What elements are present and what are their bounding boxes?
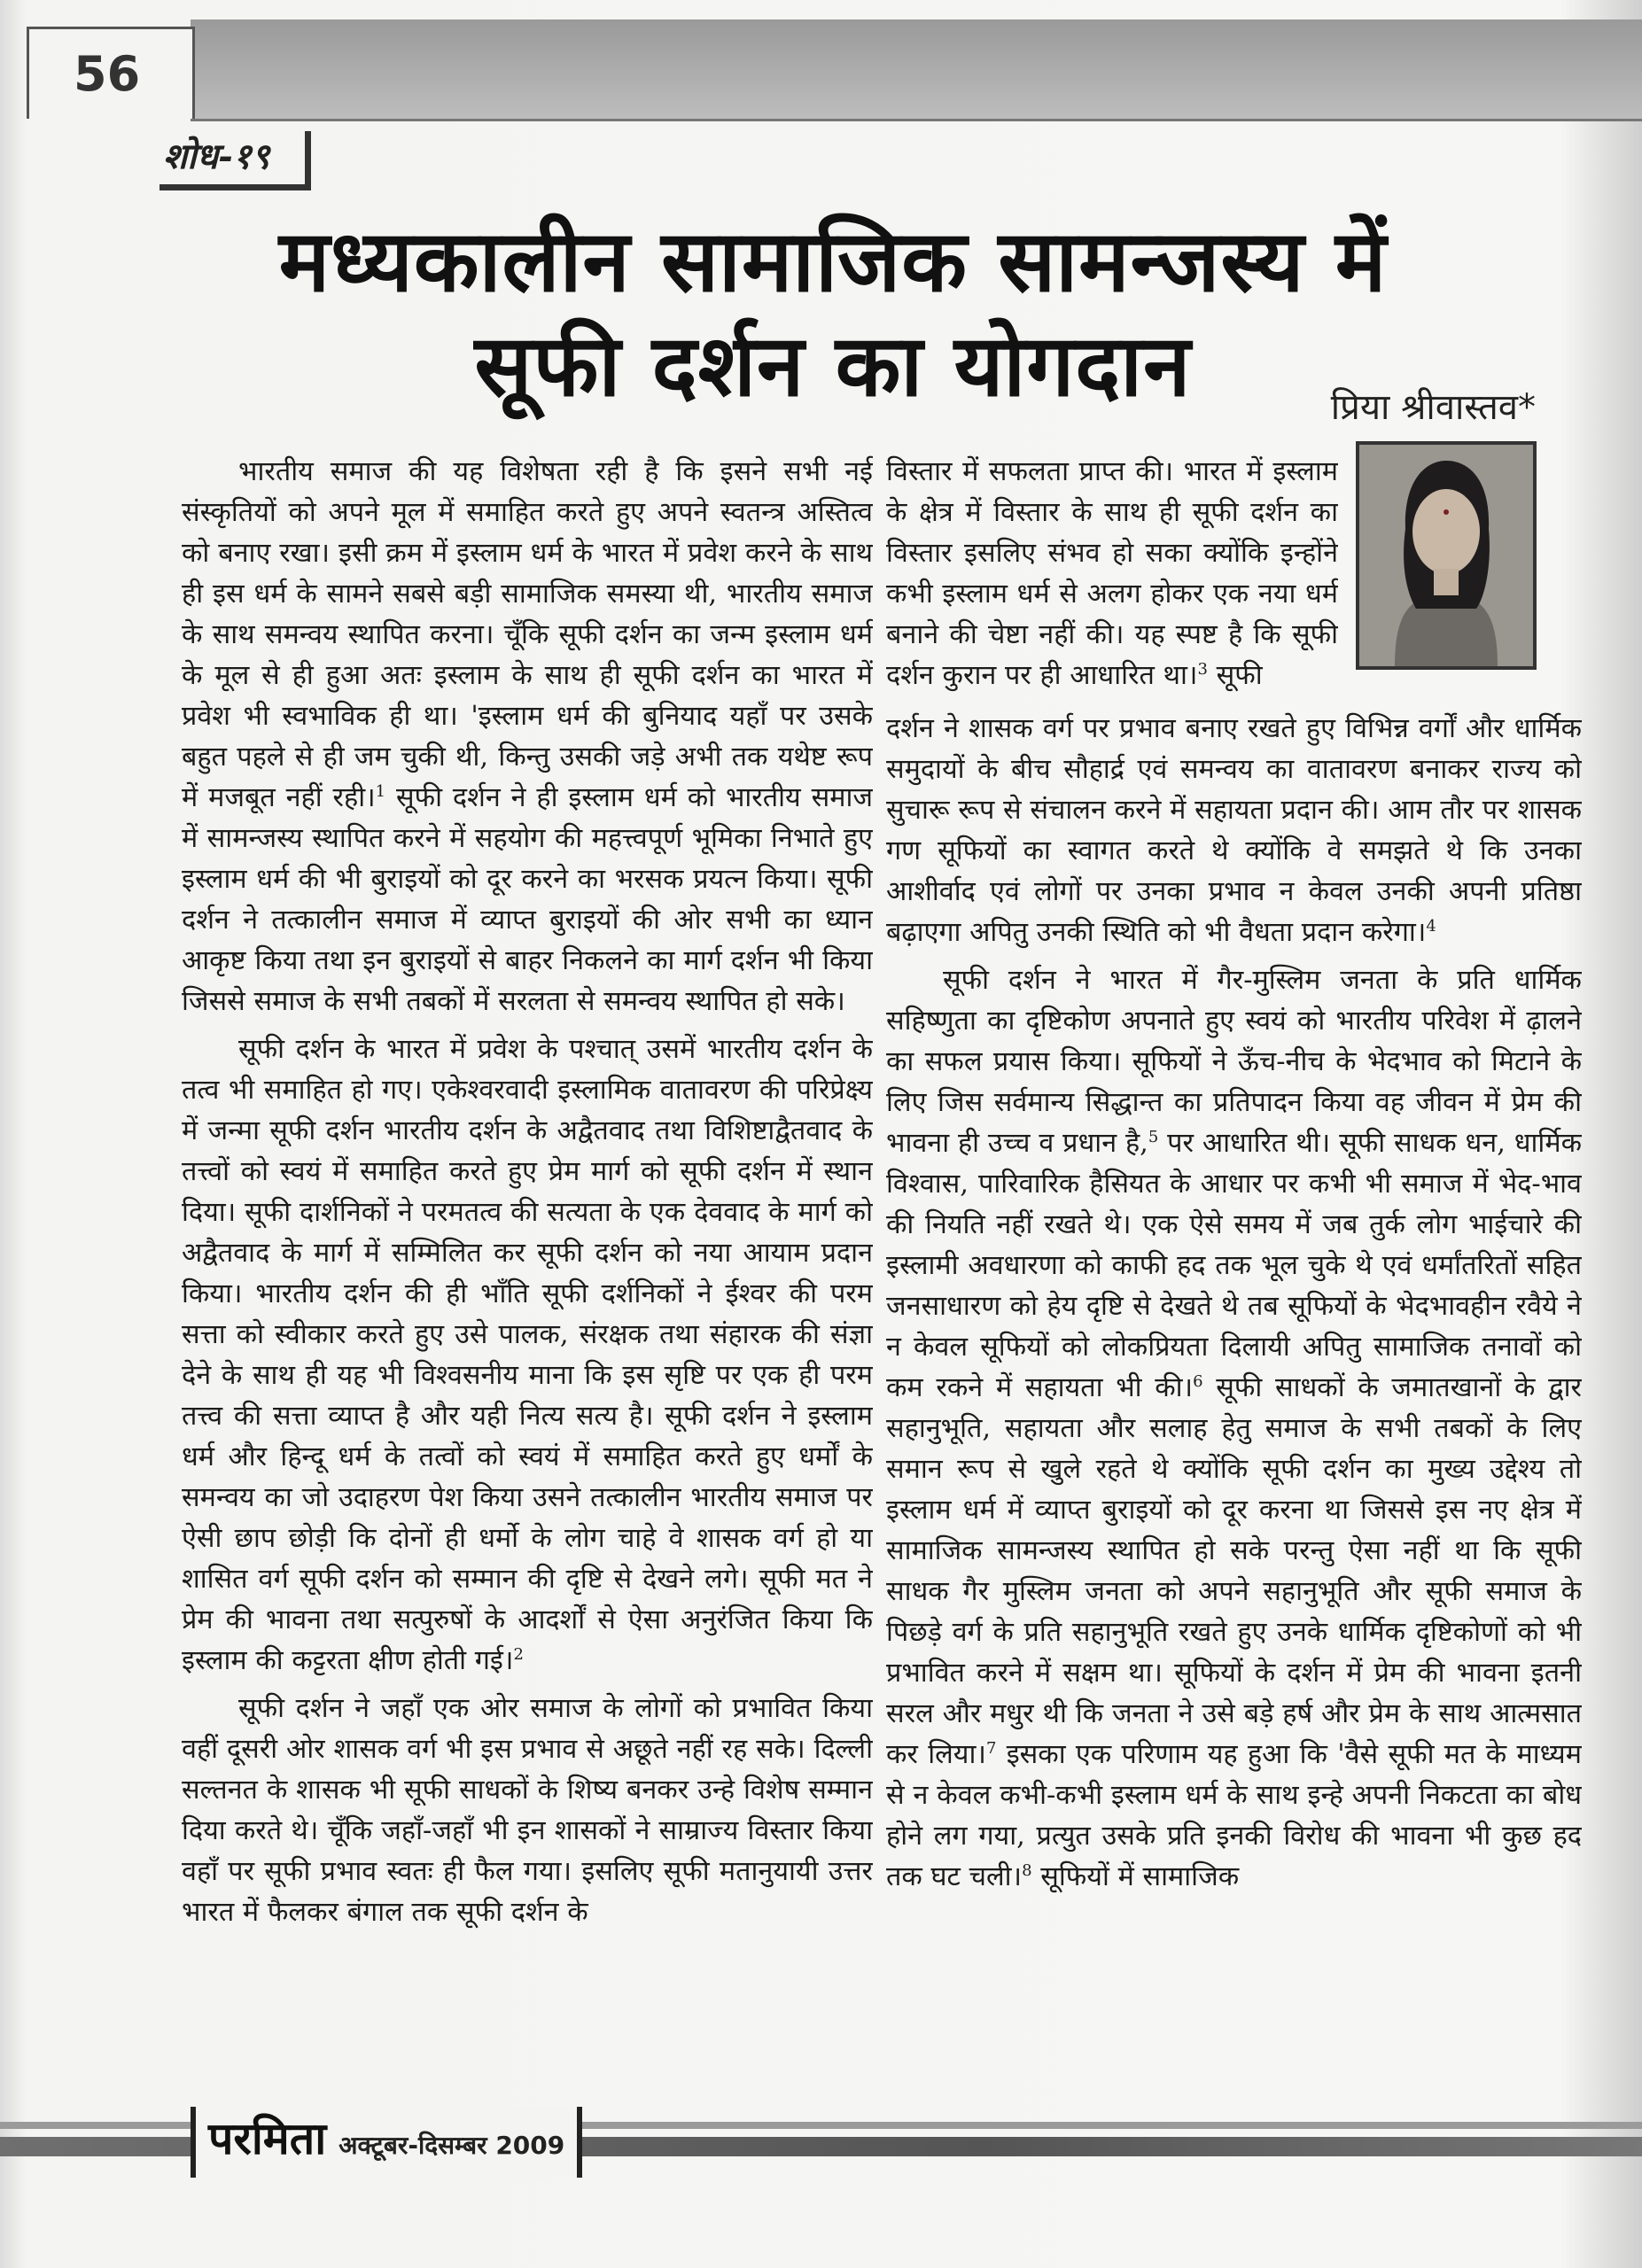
page-number: 56 bbox=[27, 27, 195, 119]
article-title-line2: सूफी दर्शन का योगदान bbox=[474, 316, 1192, 416]
right-paragraph-2: सूफी दर्शन ने भारत में गैर-मुस्लिम जनता के प्रति धार्मिक सहिष्णुता का दृष्टिकोण अपनाते हुए स्वयं को भारतीय परिवेश में ढ़ालने का सफल प्रयास किया। सूफियों ने ऊँच-नीच के भेदभाव को मिटाने के लिए जिस सर्वमान्य सिद्धान्त का प्रतिपादन किया वह जीवन में प्रेम की भावना ही उच्च व प्रधान है,$^5$ पर आधारित थी। सूफी साधक धन, धार्मिक विश्वास, पारिवारिक हैसियत के आधार पर कभी भी समाज में भेद-भाव की नियति नहीं रखते थे। एक ऐसे समय में जब तुर्क लोग भाईचारे की इस्लामी अवधारणा को काफी हद तक भूल चुके थे एवं धर्मांतरितों सहित जनसाधारण को हेय दृष्टि से देखते थे तब सूफियों के भेदभावहीन रवैये ने न केवल सूफियों को लोकप्रियता दिलायी अपितु सामाजिक तनावों को कम रकने में सहायता भी की।$^6$ सूफी साधकों के जमातखानों के द्वार सहानुभूति, सहायता और सलाह हेतु समाज के सभी तबकों के लिए समान रूप से खुले रहते थे क्योंकि सूफी दर्शन का मुख्य उद्देश्य तो इस्लाम धर्म में व्याप्त बुराइयों को दूर करना था जिससे इस नए क्षेत्र में सामाजिक सामन्जस्य स्थापित हो सके परन्तु ऐसा नहीं था कि सूफी साधक गैर मुस्लिम जनता को अपने सहानुभूति और सूफी समाज के पिछड़े वर्ग के प्रति सहानुभूति रखते हुए उनके धार्मिक दृष्टिकोणों को भी प्रभावित करने में सक्षम था। सूफियों के दर्शन में प्रेम की भावना इतनी सरल और मधुर थी कि जनता ने उसे बड़े हर्ष और प्रेम के साथ आत्मसात कर लिया।$^7$ इसका एक परिणाम यह हुआ कि 'वैसे सूफी मत के माध्यम से न केवल कभी-कभी इस्लाम धर्म के साथ इन्हे अपनी निकटता का बोध होने लग गया, प्रत्युत उसके प्रति इनकी विरोध की भावना भी कुछ हद तक घट चली।$^8$ सूफियों में सामाजिक bbox=[886, 965, 1582, 1892]
magazine-name: परमिता bbox=[208, 2113, 327, 2164]
right-top-text: विस्तार में सफलता प्राप्त की। भारत में इस्लाम के क्षेत्र में विस्तार के साथ ही सूफी दर्शन का विस्तार इसलिए संभव हो सका क्योंकि इन्होंने कभी इस्लाम धर्म से अलग होकर एक नया धर्म बनाने की चेष्टा नहीं की। यह स्पष्ट है कि सूफी दर्शन कुरान पर ही आधारित था।$^3$ सूफी bbox=[886, 456, 1338, 691]
left-paragraph-1: भारतीय समाज की यह विशेषता रही है कि इसने सभी नई संस्कृतियों को अपने मूल में समाहित करते हुए अपने स्वतन्त्र अस्तित्व को बनाए रखा। इसी क्रम में इस्लाम धर्म के भारत में प्रवेश करने के साथ ही इस धर्म के सामने सबसे बड़ी सामाजिक समस्या थी, भारतीय समाज के साथ समन्वय स्थापित करना। चूँकि सूफी दर्शन का जन्म इस्लाम धर्म के मूल से ही हुआ अतः इस्लाम के साथ ही सूफी दर्शन का भारत में प्रवेश भी स्वभाविक ही था। 'इस्लाम धर्म की बुनियाद यहाँ पर उसके बहुत पहले से ही जम चुकी थी, किन्तु उसकी जड़े अभी तक यथेष्ट रूप में मजबूत नहीं रही।$^1$ सूफी दर्शन ने ही इस्लाम धर्म को भारतीय समाज में सामन्जस्य स्थापित करने में सहयोग की महत्त्वपूर्ण भूमिका निभाते हुए इस्लाम धर्म की भी बुराइयों को दूर करने का भरसक प्रयत्न किया। सूफी दर्शन ने तत्कालीन समाज में व्याप्त बुराइयों की ओर सभी का ध्यान आकृष्ट किया तथा इन बुराइयों से बाहर निकलने का मार्ग दर्शन भी किया जिससे समाज के सभी तबकों में सरलता से समन्वय स्थापित हो सके। bbox=[182, 456, 873, 1017]
left-paragraph-2: सूफी दर्शन के भारत में प्रवेश के पश्चात् उसमें भारतीय दर्शन के तत्व भी समाहित हो गए। एकेश्वरवादी इस्लामिक वातावरण की परिप्रेक्ष्य में जन्मा सूफी दर्शन भारतीय दर्शन के अद्वैतवाद तथा विशिष्टाद्वैतवाद के तत्त्वों को स्वयं में समाहित करते हुए प्रेम मार्ग को सूफी दर्शन में स्थान दिया। सूफी दार्शनिकों ने परमतत्व की सत्यता के एक देववाद के मार्ग को अद्वैतवाद के मार्ग में सम्मिलित कर सूफी दर्शन को नया आयाम प्रदान किया। भारतीय दर्शन की ही भाँति सूफी दर्शनिकों ने ईश्वर की परम सत्ता को स्वीकार करते हुए उसे पालक, संरक्षक तथा संहारक की संज्ञा देने के साथ ही यह भी विश्वसनीय माना कि इस सृष्टि पर एक ही परम तत्त्व की सत्ता व्याप्त है और यही नित्य सत्य है। सूफी दर्शन ने इस्लाम धर्म और हिन्दू धर्म के तत्वों को स्वयं में समाहित करते हुए धर्मों के समन्वय का जो उदाहरण पेश किया उसने तत्कालीन भारतीय समाज पर ऐसी छाप छोड़ी कि दोनों ही धर्मो के लोग चाहे वे शासक वर्ग हो या शासित वर्ग सूफी दर्शन को सम्मान की दृष्टि से देखने लगे। सूफी मत ने प्रेम की भावना तथा सत्पुरुषों के आदर्शों से ऐसा अनुरंजित किया कि इस्लाम की कट्टरता क्षीण होती गई।$^2$ bbox=[182, 1034, 873, 1676]
section-tag: शोध-१९ bbox=[160, 131, 311, 190]
author-portrait-icon bbox=[1359, 445, 1533, 666]
article-title-line1: मध्यकालीन सामाजिक सामन्जस्य में bbox=[278, 212, 1388, 311]
left-paragraph-3: सूफी दर्शन ने जहाँ एक ओर समाज के लोगों को प्रभावित किया वहीं दूसरी ओर शासक वर्ग भी इस प्रभाव से अछूते नहीं रह सके। दिल्ली सल्तनत के शासक भी सूफी साधकों के शिष्य बनकर उन्हे विशेष सम्मान दिया करते थे। चूँकि जहाँ-जहाँ भी इन शासकों ने साम्राज्य विस्तार किया वहाँ पर सूफी प्रभाव स्वतः ही फैल गया। इसलिए सूफी मतानुयायी उत्तर भारत में फैलकर बंगाल तक सूफी दर्शन के bbox=[182, 1693, 873, 1928]
author-name: प्रिया श्रीवास्तव* bbox=[1330, 387, 1536, 428]
header-band bbox=[191, 19, 1642, 121]
right-column bbox=[886, 709, 1582, 2117]
issue-date: अक्टूबर-दिसम्बर 2009 bbox=[339, 2131, 565, 2160]
left-column bbox=[182, 452, 873, 2117]
footer bbox=[191, 2107, 582, 2178]
right-paragraph-1: दर्शन ने शासक वर्ग पर प्रभाव बनाए रखते हुए विभिन्न वर्गों और धार्मिक समुदायों के बीच सौहार्द्र एवं समन्वय का वातावरण बनाकर राज्य को सुचारू रूप से संचालन करने में सहायता प्रदान की। आम तौर पर शासक गण सूफियों का स्वागत करते थे क्योंकि वे समझते थे कि उनका आशीर्वाद एवं लोगों पर उनका प्रभाव न केवल उनकी अपनी प्रतिष्ठा बढ़ाएगा अपितु उनकी स्थिति को भी वैधता प्रदान करेगा।$^4$ bbox=[886, 713, 1582, 948]
right-column-top bbox=[886, 452, 1338, 709]
author-photo bbox=[1356, 441, 1537, 670]
